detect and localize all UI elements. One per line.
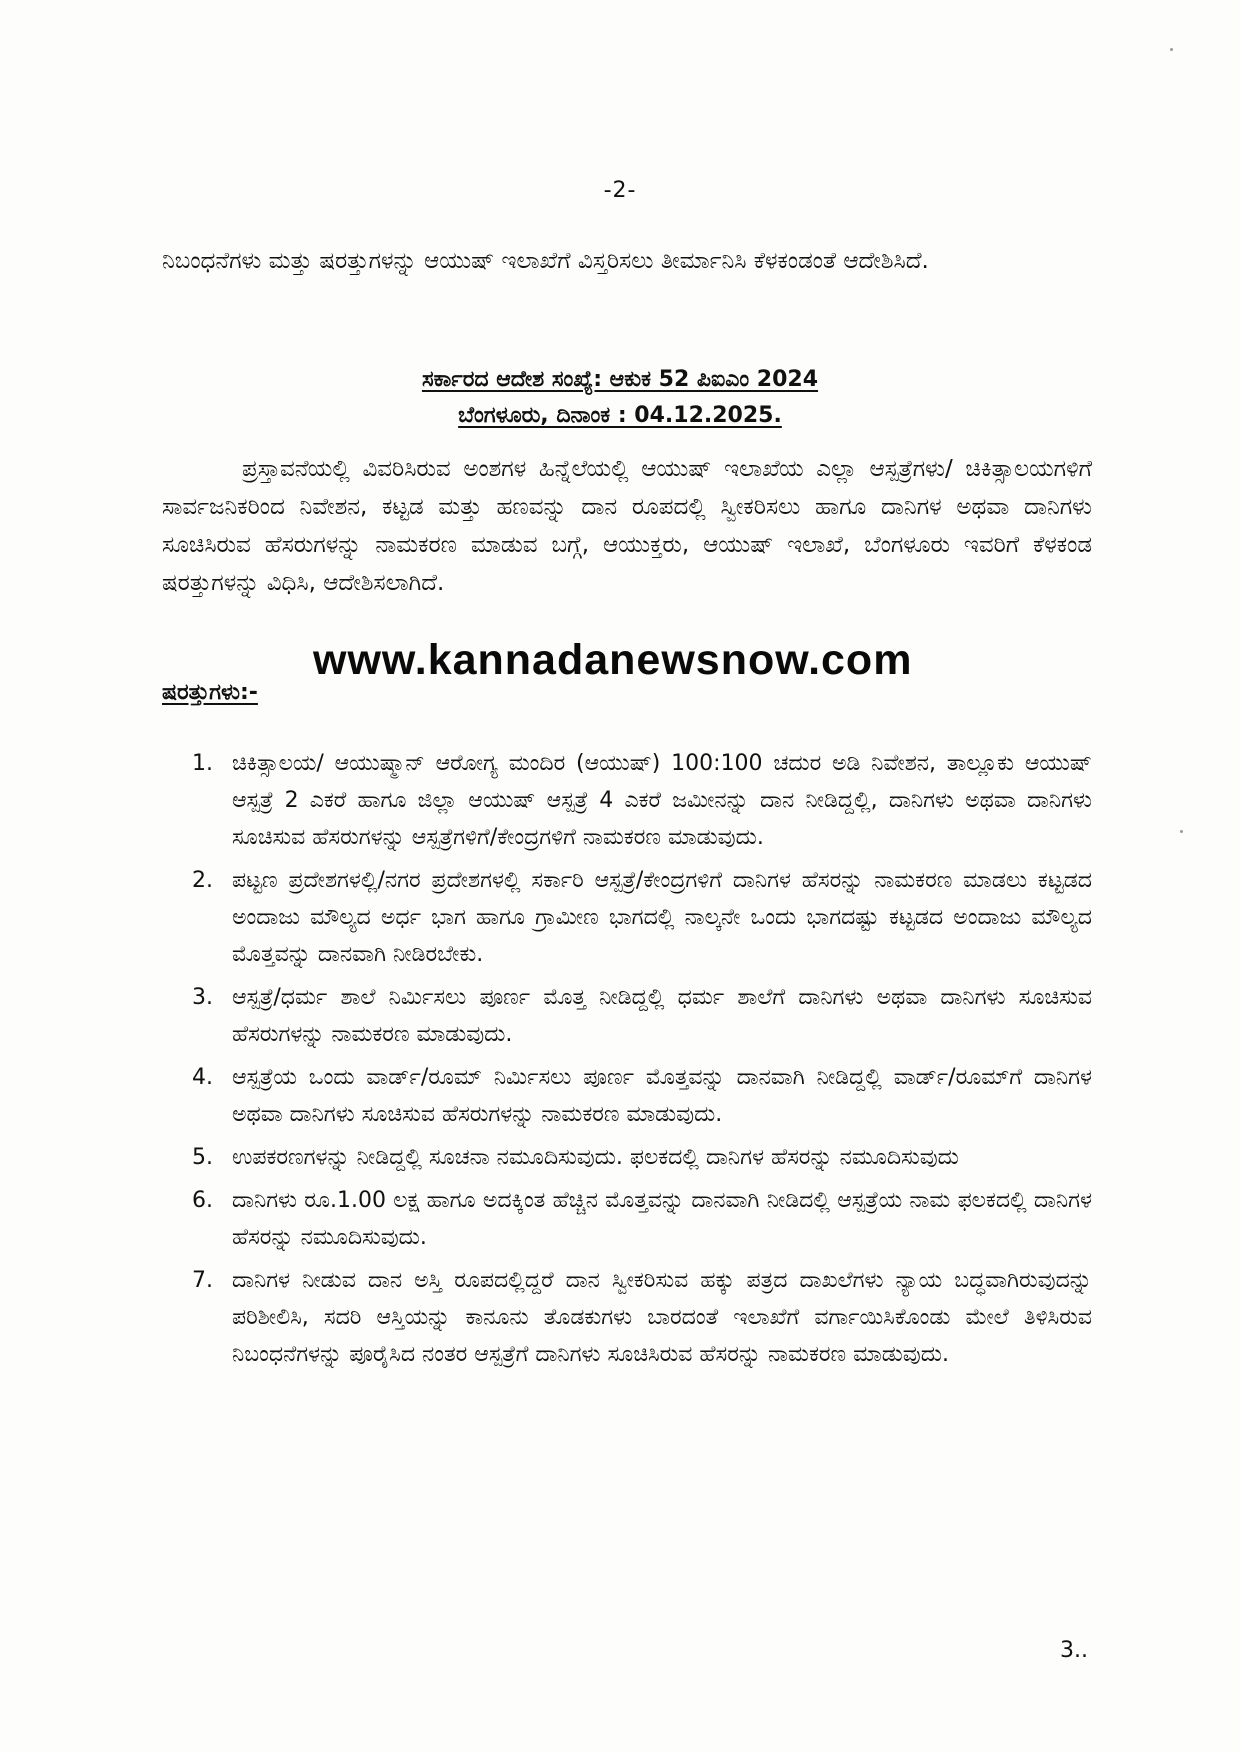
order-place-date: ಬೆಂಗಳೂರು, ದಿನಾಂಕ : 04.12.2025. [458,403,782,428]
main-paragraph: ಪ್ರಸ್ತಾವನೆಯಲ್ಲಿ ವಿವರಿಸಿರುವ ಅಂಶಗಳ ಹಿನ್ನೆಲೆಯಲ್ಲಿ ಆಯುಷ್ ಇಲಾಖೆಯ ಎಲ್ಲಾ ಆಸ್ಪತ್ರೆಗಳು/ ಚಿಕಿತ್ಸಾಲಯಗಳಿಗೆ ಸಾರ್ವಜನಿಕರಿಂದ ನಿವೇಶನ, ಕಟ್ಟಡ ಮತ್ತು ಹಣವನ್ನು ದಾನ ರೂಪದಲ್ಲಿ ಸ್ವೀಕರಿಸಲು ಹಾಗೂ ದಾನಿಗಳ ಅಥವಾ ದಾನಿಗಳು ಸೂಚಿಸಿರುವ ಹೆಸರುಗಳನ್ನು ನಾಮಕರಣ ಮಾಡುವ ಬಗ್ಗೆ, ಆಯುಕ್ತರು, ಆಯುಷ್ ಇಲಾಖೆ, ಬೆಂಗಳೂರು ಇವರಿಗೆ ಕೆಳಕಂಡ ಷರತ್ತುಗಳನ್ನು ವಿಧಿಸಿ, ಆದೇಶಿಸಲಾಗಿದೆ. [162,456,1092,596]
conditions-list [192,745,1092,1379]
condition-number: 7. [192,1268,213,1293]
condition-number: 1. [192,751,213,776]
conditions-heading: ಷರತ್ತುಗಳು:- [162,680,258,705]
condition-item [192,745,1092,856]
condition-number: 4. [192,1065,213,1090]
condition-text: ಆಸ್ಪತ್ರೆ/ಧರ್ಮ ಶಾಲೆ ನಿರ್ಮಿಸಲು ಪೂರ್ಣ ಮೊತ್ತ ನೀಡಿದ್ದಲ್ಲಿ ಧರ್ಮ ಶಾಲೆಗೆ ದಾನಿಗಳು ಅಥವಾ ದಾನಿಗಳು ಸೂಚಿಸುವ ಹೆಸರುಗಳನ್ನು ನಾಮಕರಣ ಮಾಡುವುದು. [232,985,1092,1047]
scan-speck [1180,830,1183,833]
intro-paragraph: ನಿಬಂಧನೆಗಳು ಮತ್ತು ಷರತ್ತುಗಳನ್ನು ಆಯುಷ್ ಇಲಾಖೆಗೆ ವಿಸ್ತರಿಸಲು ತೀರ್ಮಾನಿಸಿ ಕೆಳಕಂಡಂತೆ ಆದೇಶಿಸಿದೆ. [162,248,929,274]
next-page-marker: 3.. [1060,1638,1088,1663]
condition-item [192,1139,1092,1176]
condition-number: 6. [192,1188,213,1213]
condition-text: ಪಟ್ಟಣ ಪ್ರದೇಶಗಳಲ್ಲಿ/ನಗರ ಪ್ರದೇಶಗಳಲ್ಲಿ ಸರ್ಕಾರಿ ಆಸ್ಪತ್ರೆ/ಕೇಂದ್ರಗಳಿಗೆ ದಾನಿಗಳ ಹೆಸರನ್ನು ನಾಮಕರಣ ಮಾಡಲು ಕಟ್ಟಡದ ಅಂದಾಜು ಮೌಲ್ಯದ ಅರ್ಧ ಭಾಗ ಹಾಗೂ ಗ್ರಾಮೀಣ ಭಾಗದಲ್ಲಿ ನಾಲ್ಕನೇ ಒಂದು ಭಾಗದಷ್ಟು ಕಟ್ಟಡದ ಅಂದಾಜು ಮೌಲ್ಯದ ಮೊತ್ತವನ್ನು ದಾನವಾಗಿ ನೀಡಿರಬೇಕು. [232,868,1092,967]
condition-item [192,979,1092,1053]
condition-number: 2. [192,868,213,893]
order-number: ಸರ್ಕಾರದ ಆದೇಶ ಸಂಖ್ಯೆ: ಆಕುಕ 52 ಪಿಐಎಂ 2024 [421,367,819,392]
condition-text: ಆಸ್ಪತ್ರೆಯ ಒಂದು ವಾರ್ಡ್/ರೂಮ್ ನಿರ್ಮಿಸಲು ಪೂರ್ಣ ಮೊತ್ತವನ್ನು ದಾನವಾಗಿ ನೀಡಿದ್ದಲ್ಲಿ ವಾರ್ಡ್/ರೂಮ್‌ಗೆ ದಾನಿಗಳ ಅಥವಾ ದಾನಿಗಳು ಸೂಚಿಸುವ ಹೆಸರುಗಳನ್ನು ನಾಮಕರಣ ಮಾಡುವುದು. [232,1065,1092,1127]
condition-text: ದಾನಿಗಳು ರೂ.1.00 ಲಕ್ಷ ಹಾಗೂ ಅದಕ್ಕಿಂತ ಹೆಚ್ಚಿನ ಮೊತ್ತವನ್ನು ದಾನವಾಗಿ ನೀಡಿದಲ್ಲಿ ಆಸ್ಪತ್ರೆಯ ನಾಮ ಫಲಕದಲ್ಲಿ ದಾನಿಗಳ ಹೆಸರನ್ನು ನಮೂದಿಸುವುದು. [232,1188,1092,1250]
condition-text: ಚಿಕಿತ್ಸಾಲಯ/ ಆಯುಷ್ಮಾನ್ ಆರೋಗ್ಯ ಮಂದಿರ (ಆಯುಷ್) 100:100 ಚದುರ ಅಡಿ ನಿವೇಶನ, ತಾಲ್ಲೂಕು ಆಯುಷ್ ಆಸ್ಪತ್ರೆ 2 ಎಕರೆ ಹಾಗೂ ಜಿಲ್ಲಾ ಆಯುಷ್ ಆಸ್ಪತ್ರೆ 4 ಎಕರೆ ಜಮೀನನ್ನು ದಾನ ನೀಡಿದ್ದಲ್ಲಿ, ದಾನಿಗಳು ಅಥವಾ ದಾನಿಗಳು ಸೂಚಿಸುವ ಹೆಸರುಗಳನ್ನು ಆಸ್ಪತ್ರೆಗಳಿಗೆ/ಕೇಂದ್ರಗಳಿಗೆ ನಾಮಕರಣ ಮಾಡುವುದು. [232,751,1092,850]
page-number: -2- [603,178,637,203]
condition-item [192,1262,1092,1373]
order-heading [0,362,1240,434]
condition-item [192,1182,1092,1256]
condition-text: ದಾನಿಗಳ ನೀಡುವ ದಾನ ಅಸ್ತಿ ರೂಪದಲ್ಲಿದ್ದರೆ ದಾನ ಸ್ವೀಕರಿಸುವ ಹಕ್ಕು ಪತ್ರದ ದಾಖಲೆಗಳು ನ್ಯಾಯ ಬದ್ಧವಾಗಿರುವುದನ್ನು ಪರಿಶೀಲಿಸಿ, ಸದರಿ ಆಸ್ತಿಯನ್ನು ಕಾನೂನು ತೊಡಕುಗಳು ಬಾರದಂತೆ ಇಲಾಖೆಗೆ ವರ್ಗಾಯಿಸಿಕೊಂಡು ಮೇಲೆ ತಿಳಿಸಿರುವ ನಿಬಂಧನೆಗಳನ್ನು ಪೂರೈಸಿದ ನಂತರ ಆಸ್ಪತ್ರೆಗೆ ದಾನಿಗಳು ಸೂಚಿಸಿರುವ ಹೆಸರನ್ನು ನಾಮಕರಣ ಮಾಡುವುದು. [232,1268,1092,1367]
condition-number: 5. [192,1145,213,1170]
website-watermark: www.kannadanewsnow.com [313,636,913,684]
condition-item [192,1059,1092,1133]
condition-number: 3. [192,985,213,1010]
condition-text: ಉಪಕರಣಗಳನ್ನು ನೀಡಿದ್ದಲ್ಲಿ ಸೂಚನಾ ನಮೂದಿಸುವುದು. ಫಲಕದಲ್ಲಿ ದಾನಿಗಳ ಹೆಸರನ್ನು ನಮೂದಿಸುವುದು [232,1145,959,1170]
condition-item [192,862,1092,973]
scan-speck [1170,48,1173,51]
